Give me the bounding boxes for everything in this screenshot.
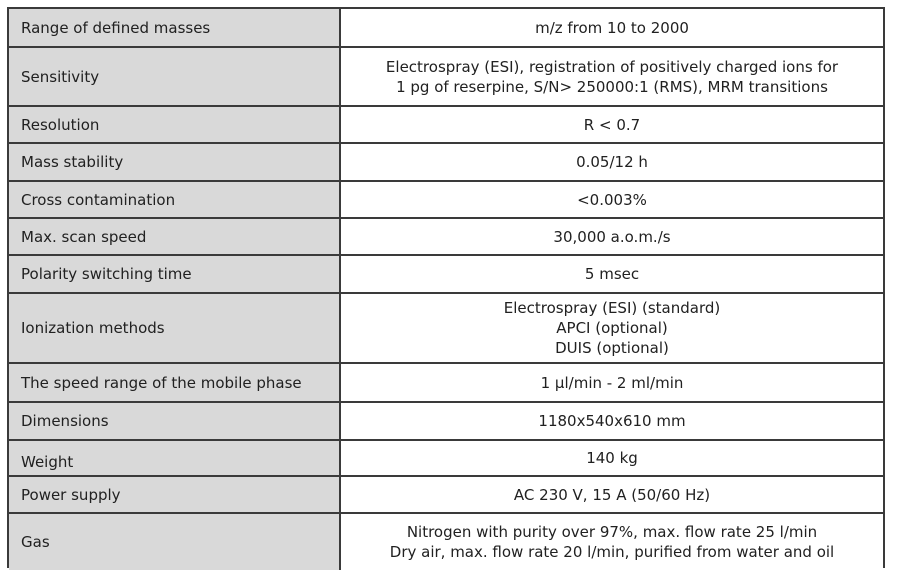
spec-label: Cross contamination <box>9 180 341 217</box>
spec-value <box>341 439 883 475</box>
spec-value <box>341 401 883 439</box>
spec-value-line: 0.05/12 h <box>576 153 648 171</box>
spec-value-line: DUIS (optional) <box>555 339 669 357</box>
spec-value-line: 1 pg of reserpine, S/N> 250000:1 (RMS), MRM transitions <box>396 77 828 96</box>
spec-value <box>341 217 883 254</box>
spec-value <box>341 180 883 217</box>
spec-label: Max. scan speed <box>9 217 341 254</box>
spec-value-line: 1 µl/min - 2 ml/min <box>540 373 684 392</box>
spec-label: Dimensions <box>9 401 341 439</box>
spec-value-line: <0.003% <box>577 190 647 209</box>
spec-value-line: Dry air, max. flow rate 20 l/min, purified from water and oil <box>389 543 835 561</box>
spec-label: Resolution <box>9 105 341 142</box>
spec-value-line: 30,000 a.o.m./s <box>553 227 671 246</box>
spec-value <box>341 9 883 46</box>
spec-label: Range of defined masses <box>9 9 341 46</box>
spec-label: Ionization methods <box>9 292 341 362</box>
spec-value <box>341 362 883 401</box>
spec-label: The speed range of the mobile phase <box>9 362 341 401</box>
spec-value <box>341 292 883 362</box>
spec-value-line: m/z from 10 to 2000 <box>535 18 689 37</box>
spec-value <box>341 254 883 292</box>
spec-value <box>341 512 883 570</box>
spec-value-line: R < 0.7 <box>583 115 641 134</box>
spec-value-line: AC 230 V, 15 A (50/60 Hz) <box>513 485 711 504</box>
spec-value <box>341 46 883 105</box>
spec-value <box>341 105 883 142</box>
spec-value-line: 5 msec <box>584 265 640 283</box>
spec-label: Polarity switching time <box>9 254 341 292</box>
spec-label: Gas <box>9 512 341 570</box>
spec-value-line: 140 kg <box>586 449 638 467</box>
spec-table <box>7 7 885 568</box>
spec-value-line: APCI (optional) <box>556 319 668 337</box>
spec-value-line: Nitrogen with purity over 97%, max. flow rate 25 l/min <box>406 523 818 541</box>
spec-value-line: 1180x540x610 mm <box>538 412 686 430</box>
spec-label: Power supply <box>9 475 341 512</box>
spec-value-line: Electrospray (ESI) (standard) <box>503 299 721 317</box>
spec-label: Mass stability <box>9 142 341 180</box>
spec-label: Sensitivity <box>9 46 341 105</box>
spec-label: Weight <box>9 439 341 475</box>
spec-value <box>341 142 883 180</box>
spec-value <box>341 475 883 512</box>
spec-value-line: Electrospray (ESI), registration of positively charged ions for <box>385 57 839 76</box>
